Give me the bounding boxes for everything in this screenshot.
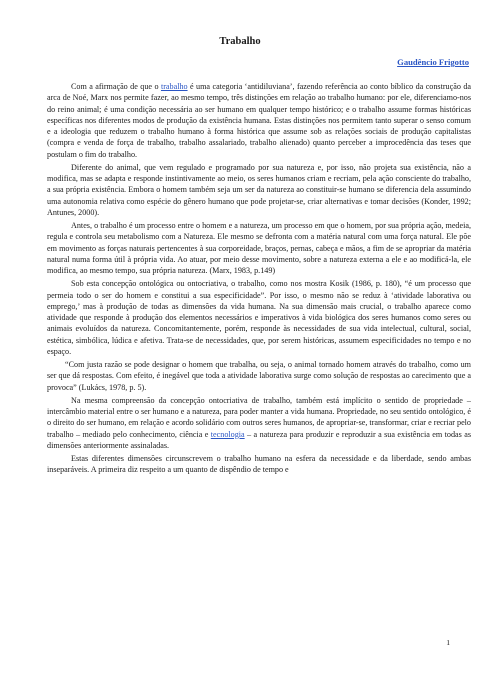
page-number: 1 bbox=[446, 638, 450, 647]
paragraph-5-quote: “Com justa razão se pode designar o homem que trabalha, ou seja, o animal tornado homem através do trabalho, como um ser que dá respostas. Com efeito, é inegável que toda a atividade laborativa surge como solução de respostas ao carecimento que a provoca” (Lukács, 1978, p. 5). bbox=[47, 360, 471, 392]
paragraph-6 bbox=[47, 395, 471, 451]
author-link[interactable]: Gaudêncio Frigotto bbox=[397, 57, 469, 67]
paragraph-1 bbox=[47, 81, 471, 160]
tecnologia-link[interactable]: tecnologia bbox=[210, 429, 245, 439]
paragraph-6-text-a: Na mesma compreensão da concepção ontocriativa de trabalho, também está implícito o sentido de propriedade – intercâmbio material entre o ser humano e a natureza, para poder manter a vida humana. Propriedade, no seu sentido ontológico, é o direito do ser humano, em relação e acordo solidário com outros seres humanos, de apropriar-se, transformar, criar e recriar pelo trabalho – mediado pelo conhecimento, ciência e bbox=[47, 395, 471, 439]
paragraph-6-text-b: – a natureza para produzir e reproduzir a sua existência em todas as dimensões anteriormente assinaladas. bbox=[47, 429, 471, 450]
paragraph-1-text-a: Com a afirmação de que o bbox=[71, 82, 161, 91]
trabalho-link[interactable]: trabalho bbox=[160, 82, 188, 91]
paragraph-3: Antes, o trabalho é um processo entre o homem e a natureza, um processo em que o homem, por sua própria ação, medeia, regula e controla seu metabolismo com a Natureza. Ele mesmo se defronta com a matéria natural com uma força natural. Ele põe em movimento as forças naturais pertencentes à sua corporeidade, braços, pernas, cabeça e mãos, a fim de se apropriar da matéria natural numa forma útil à própria vida. Ao atuar, por meio desse movimento, sobre a natureza externa a ele e ao modificá-la, ele modifica, ao mesmo tempo, sua própria natureza. (Marx, 1983, p.149) bbox=[47, 221, 471, 275]
paragraph-7: Estas diferentes dimensões circunscrevem o trabalho humano na esfera da necessidade e da liberdade, sendo ambas inseparáveis. A primeira diz respeito a um quanto de dispêndio de tempo e bbox=[47, 454, 471, 475]
document-body bbox=[47, 81, 471, 478]
paragraph-4: Sob esta concepção ontológica ou ontocriativa, o trabalho, como nos mostra Kosik (1986, p. 180), “é um processo que permeia todo o ser do homem e constitui a sua especificidade”. Por isso, o mesmo não se reduz à ‘atividade laborativa ou emprego,’ mas à produção de todas as dimensões da vida humana. Na sua dimensão mais crucial, o trabalho aparece como atividade que responde à produção dos elementos necessários e imperativos à vida biológica dos seres humanos como seres ou animais evoluídos da natureza. Concomitantemente, porém, responde às necessidades de sua vida intelectual, cultural, social, estética, simbólica, lúdica e afetiva. Trata-se de necessidades, que, por serem históricas, assumem especificidades no tempo e no espaço. bbox=[47, 279, 471, 356]
paragraph-1-text-b: é uma categoria ‘antidiluviana’, fazendo referência ao conto bíblico da construção da arca de Noé, Marx nos permite fazer, ao mesmo tempo, três distinções em relação ao trabalho humano: por ele, diferenciamo-nos do reino animal; é uma condição necessária ao ser humano em qualquer tempo histórico; e o trabalho assume formas históricas específicas nos diferentes modos de produção da existência humana. Estas distinções nos permitem tanto superar o senso comum e a ideologia que reduzem o trabalho humano à forma histórica que assume sob as relações sociais de produção capitalistas (compra e venda de força de trabalho, trabalho assalariado, trabalho alienado) quanto perceber a improcedência das teses que postulam o fim do trabalho. bbox=[47, 82, 471, 159]
paragraph-2: Diferente do animal, que vem regulado e programado por sua natureza e, por isso, não projeta sua existência, não a modifica, mas se adapta e responde instintivamente ao meio, os seres humanos criam e recriam, pela ação consciente do trabalho, a sua própria existência. Embora o homem também seja um ser da natureza ao constituir-se humano se diferencia dela assumindo uma autonomia relativa como espécie do gênero humano que pode projetar-se, criar alternativas e tomar decisões (Konder, 1992; Antunes, 2000). bbox=[47, 162, 471, 217]
document-title: Trabalho bbox=[219, 36, 261, 47]
